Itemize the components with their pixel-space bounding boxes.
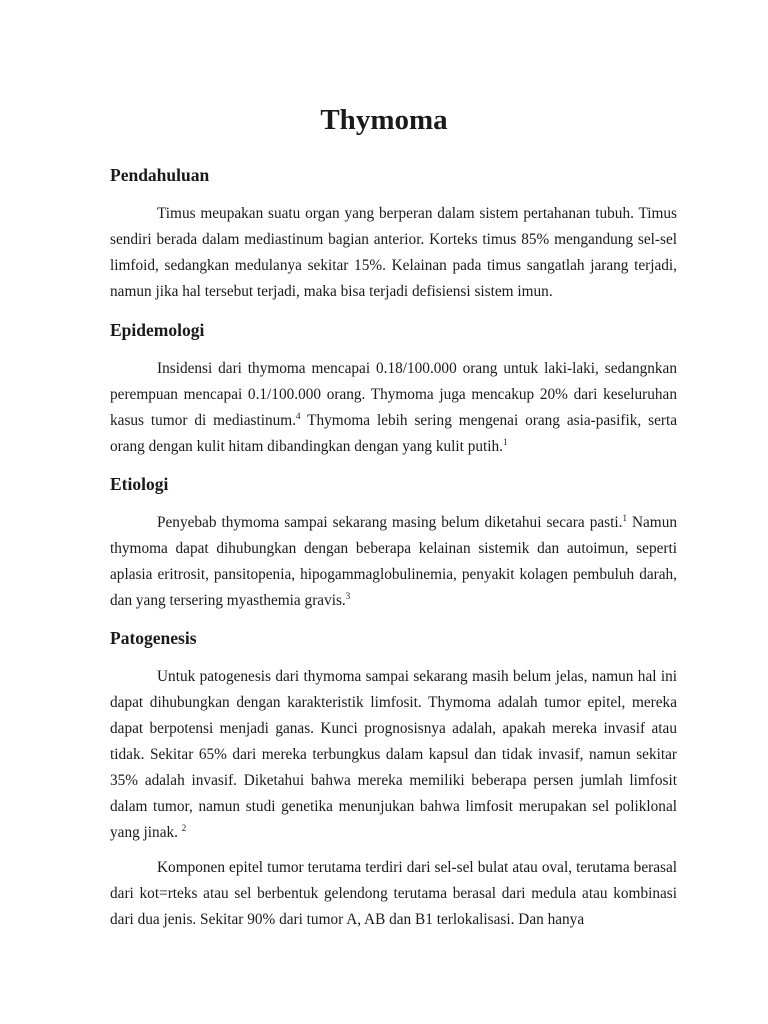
section-heading-etiologi: Etiologi [110, 474, 169, 494]
paragraph-text: Penyebab thymoma sampai sekarang masing belum diketahui secara pasti. [157, 514, 623, 531]
paragraph-text: Namun thymoma dapat dihubungkan dengan beberapa kelainan sistemik dan autoimun, seperti aplasia eritrosit, pansitopenia, hipogammaglobulinemia, penyakit kolagen pembuluh darah, dan yang tersering myasthemia gravis. [110, 514, 677, 609]
paragraph-pendahuluan: Timus meupakan suatu organ yang berperan dalam sistem pertahanan tubuh. Timus sendiri berada dalam mediastinum bagian anterior. Korteks timus 85% mengandung sel-sel limfoid, sedangkan medulanya sekitar 15%. Kelainan pada timus sangatlah jarang terjadi, namun jika hal tersebut terjadi, maka bisa terjadi defisiensi sistem imun. [110, 205, 677, 300]
reference-number: 3 [345, 591, 351, 601]
section-heading-patogenesis: Patogenesis [110, 628, 197, 648]
paragraph-etiologi [110, 510, 677, 614]
reference-number: 1 [502, 437, 508, 447]
reference-number: 2 [181, 823, 187, 833]
document-title: Thymoma [320, 104, 448, 136]
reference-number: 1 [622, 513, 627, 523]
paragraph-epidemologi [110, 356, 677, 460]
paragraph-patogenesis-1 [110, 664, 677, 846]
section-heading-pendahuluan: Pendahuluan [110, 165, 210, 185]
paragraph-text: Untuk patogenesis dari thymoma sampai sekarang masih belum jelas, namun hal ini dapat dihubungkan dengan karakteristik limfosit. Thymoma adalah tumor epitel, mereka dapat berpotensi menjadi ganas. Kunci prognosisnya adalah, apakah mereka invasif atau tidak. Sekitar 65% dari mereka terbungkus dalam kapsul dan tidak invasif, namun sekitar 35% adalah invasif. Diketahui bahwa mereka memiliki beberapa persen jumlah limfosit dalam tumor, namun studi genetika menunjukan bahwa limfosit merupakan sel poliklonal yang jinak. [110, 668, 677, 841]
section-heading-epidemologi: Epidemologi [110, 320, 205, 340]
paragraph-patogenesis-2: Komponen epitel tumor terutama terdiri dari sel-sel bulat atau oval, terutama berasal dari kot=rteks atau sel berbentuk gelendong terutama berasal dari medula atau kombinasi dari dua jenis. Sekitar 90% dari tumor A, AB dan B1 terlokalisasi. Dan hanya [110, 859, 677, 928]
paragraph-text: Insidensi dari thymoma mencapai 0.18/100.000 orang untuk laki-laki, sedangnkan perempuan mencapai 0.1/100.000 orang. Thymoma juga mencakup 20% dari keseluruhan kasus tumor di mediastinum. [110, 360, 677, 429]
paragraph-text: Thymoma lebih sering mengenai orang asia-pasifik, serta orang dengan kulit hitam dibandingkan dengan yang kulit putih. [110, 412, 677, 455]
reference-number: 4 [296, 411, 301, 421]
